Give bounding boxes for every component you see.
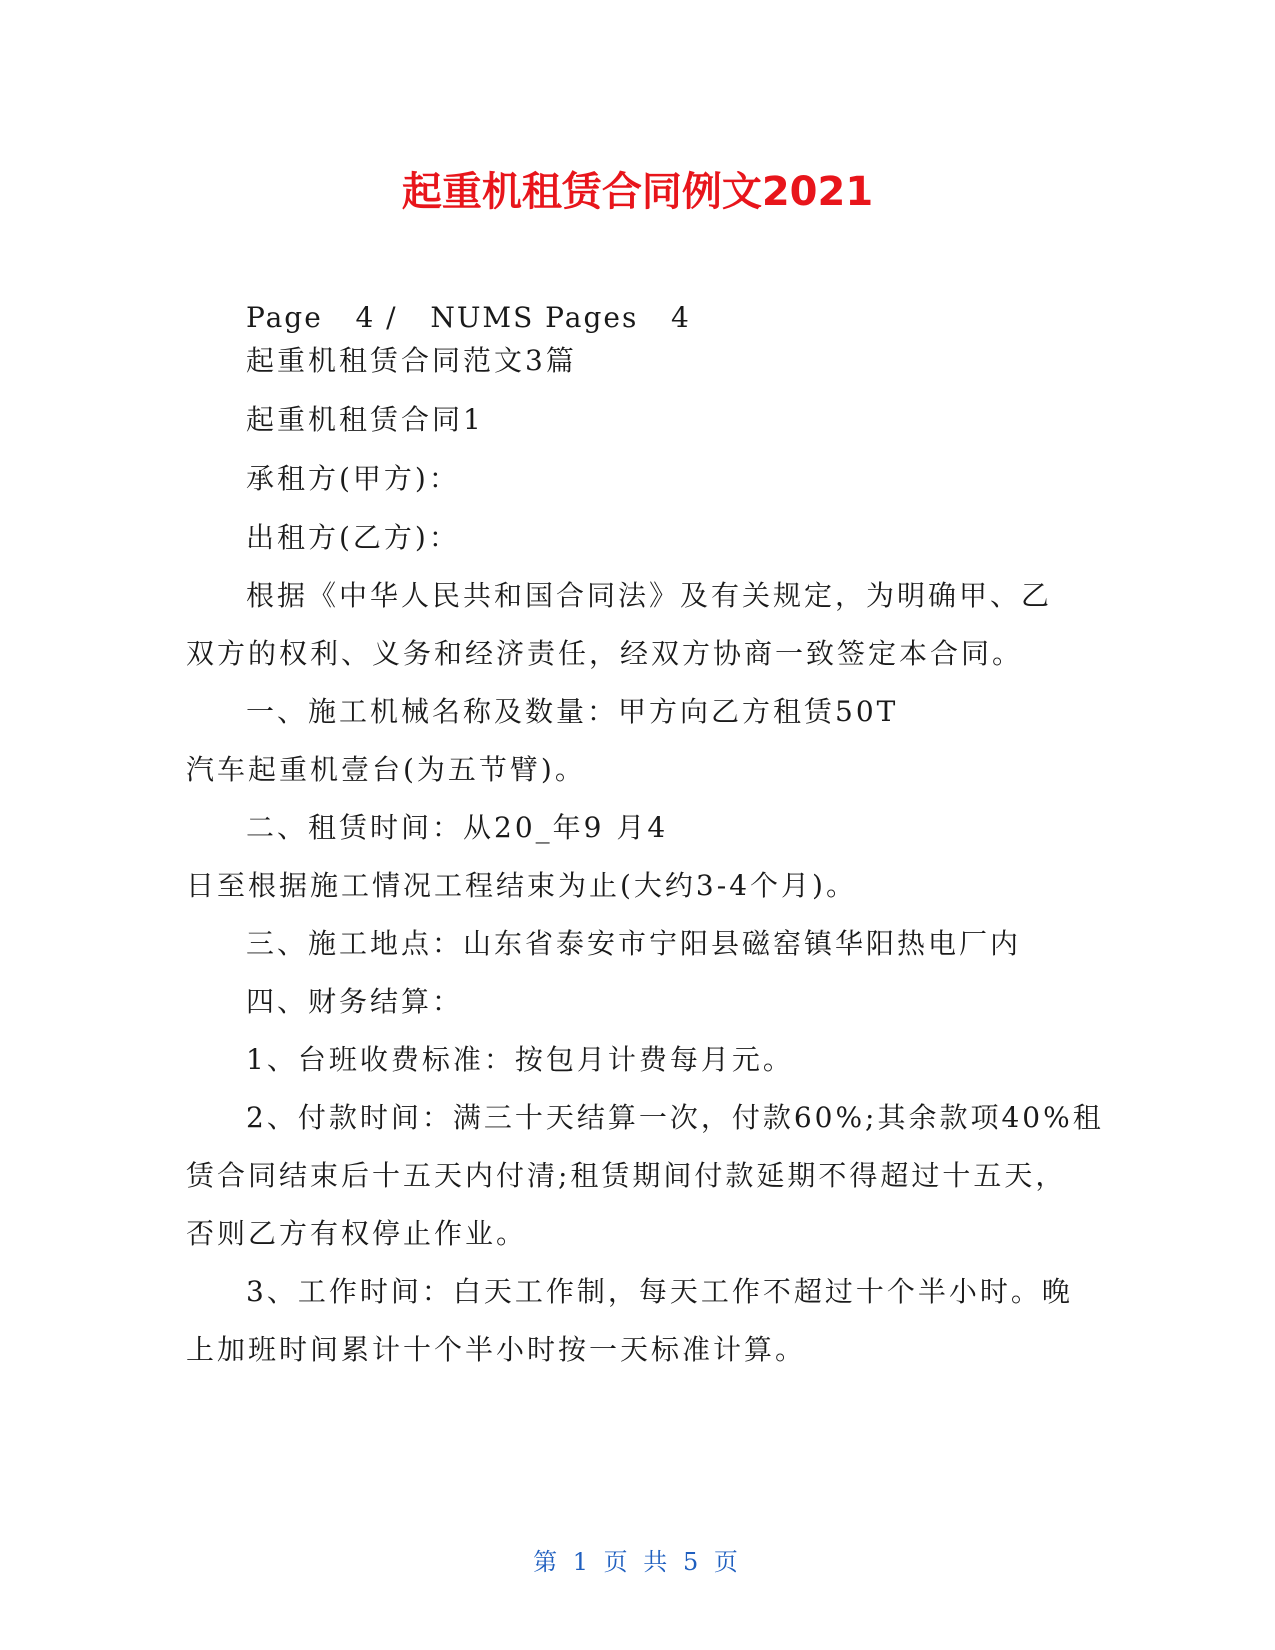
body-line: 三、施工地点：山东省泰安市宁阳县磁窑镇华阳热电厂内 (246, 927, 1022, 960)
body-line: 上加班时间累计十个半小时按一天标准计算。 (186, 1333, 807, 1366)
page-footer: 第 1 页 共 5 页 (533, 1548, 742, 1576)
body-line: 赁合同结束后十五天内付清;租赁期间付款延期不得超过十五天， (186, 1159, 1067, 1192)
body-line: 承租方(甲方)： (246, 462, 460, 495)
body-line: 二、租赁时间：从20_年9 月4 (246, 811, 669, 844)
body-line: 否则乙方有权停止作业。 (186, 1217, 528, 1250)
body-line: 双方的权利、义务和经济责任，经双方协商一致签定本合同。 (186, 637, 1024, 670)
body-line: 3、工作时间：白天工作制，每天工作不超过十个半小时。晚 (246, 1275, 1073, 1308)
document-title: 起重机租赁合同例文2021 (401, 169, 874, 215)
body-line: 1、台班收费标准：按包月计费每月元。 (246, 1043, 794, 1076)
body-line: 根据《中华人民共和国合同法》及有关规定，为明确甲、乙 (246, 579, 1053, 612)
body-line: 一、施工机械名称及数量：甲方向乙方租赁50T (246, 695, 899, 728)
page-header: Page 4 / NUMS Pages 4 (246, 301, 691, 334)
body-line: 日至根据施工情况工程结束为止(大约3-4个月)。 (186, 869, 857, 902)
body-line: 2、付款时间：满三十天结算一次，付款60%;其余款项40%租 (246, 1101, 1104, 1134)
body-line: 出租方(乙方)： (246, 521, 460, 554)
body-line: 起重机租赁合同范文3篇 (246, 344, 577, 377)
body-line: 起重机租赁合同1 (246, 403, 484, 436)
body-line: 四、财务结算： (246, 985, 464, 1018)
body-line: 汽车起重机壹台(为五节臂)。 (186, 753, 586, 786)
